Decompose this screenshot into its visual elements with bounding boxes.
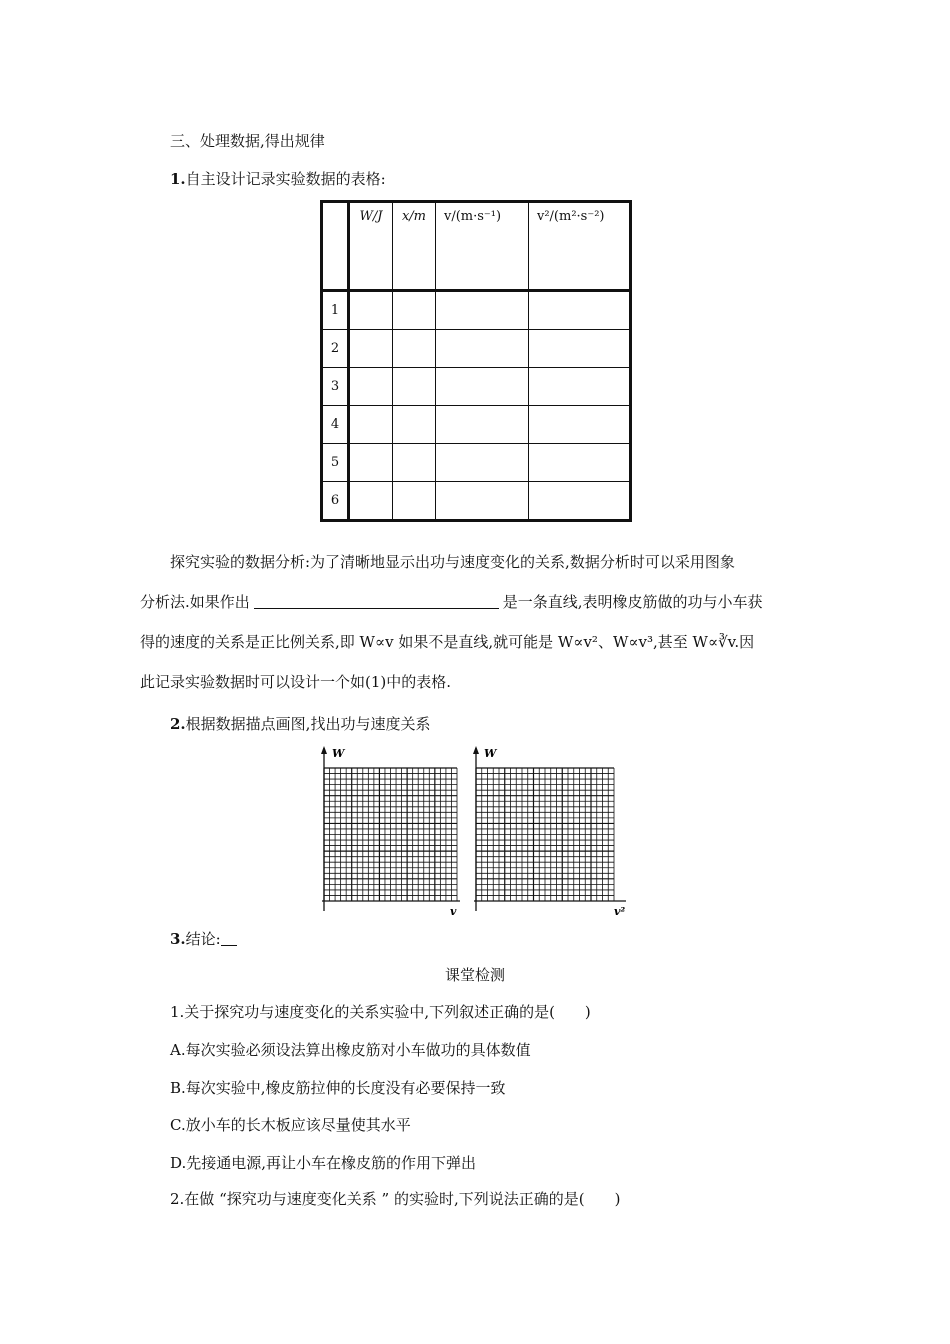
row-index: 4 [322,406,349,444]
grid-w-v2-svg [464,743,634,918]
grid-w-v-svg [312,743,462,918]
table-header-x: x/m [401,209,427,224]
section-heading: 三、处理数据,得出规律 [170,132,325,150]
q1-stem: 1.关于探究功与速度变化的关系实验中,下列叙述正确的是( ) [170,1003,591,1021]
table-row [322,406,631,444]
table-header-cell [349,202,393,291]
item1-number: 1. [170,170,186,188]
row-index: 5 [322,444,349,482]
data-table [320,200,632,522]
table-header-v: v/(m·s⁻¹) [444,209,502,224]
analysis-text-2a: 分析法.如果作出 [140,593,250,611]
analysis-text-4: 此记录实验数据时可以设计一个如(1)中的表格. [140,673,452,691]
table-header-cell [529,202,631,291]
table-header-cell [393,202,436,291]
x-axis-label: v [450,905,457,918]
analysis-paragraph [140,542,810,702]
row-index: 3 [322,368,349,406]
table-header-cell [436,202,529,291]
q1-option-c: C.放小车的长木板应该尽量使其水平 [170,1116,411,1134]
row-index: 6 [322,482,349,521]
item3-text: 结论: [185,930,221,948]
table-row [322,482,631,521]
analysis-line-1 [170,542,810,582]
item3-number: 3. [170,930,186,948]
q1-option-b: B.每次实验中,橡皮筋拉伸的长度没有必要保持一致 [170,1079,506,1097]
x-axis-label: v² [614,905,626,918]
item1 [170,168,386,189]
conclusion-blank[interactable] [221,931,237,946]
table-header-cell [322,202,349,291]
analysis-line-3 [140,622,810,662]
table-row [322,444,631,482]
item3 [170,928,237,949]
item1-text: 自主设计记录实验数据的表格: [185,170,386,188]
quiz-title: 课堂检测 [444,966,505,984]
graph-w-v2 [464,743,634,918]
q2-stem: 2.在做 “探究功与速度变化关系 ” 的实验时,下列说法正确的是( ) [170,1190,621,1208]
row-index: 1 [322,291,349,330]
table-row [322,330,631,368]
answer-blank[interactable] [254,590,499,609]
analysis-line-2 [140,582,810,622]
table-header-row [322,202,631,291]
analysis-text-3: 得的速度的关系是正比例关系,即 W∝v 如果不是直线,就可能是 W∝v²、W∝v³,甚至 W∝∛v.因 [140,633,755,651]
y-axis-label: W [484,747,497,760]
item2-number: 2. [170,715,186,733]
y-axis-label: W [332,747,345,760]
analysis-line-4 [140,662,810,702]
analysis-text-1: 探究实验的数据分析:为了清晰地显示出功与速度变化的关系,数据分析时可以采用图象 [170,553,735,571]
graph-w-v [312,743,462,918]
table-header-v2: v²/(m²·s⁻²) [537,209,605,224]
table-header-w: W/J [359,209,383,224]
q1-option-d: D.先接通电源,再让小车在橡皮筋的作用下弹出 [170,1154,477,1172]
table-row [322,291,631,330]
item2-text: 根据数据描点画图,找出功与速度关系 [185,715,431,733]
analysis-text-2b: 是一条直线,表明橡皮筋做的功与小车获 [502,593,763,611]
row-index: 2 [322,330,349,368]
q1-option-a: A.每次实验必须设法算出橡皮筋对小车做功的具体数值 [170,1041,531,1059]
table-row [322,368,631,406]
item2 [170,713,430,734]
